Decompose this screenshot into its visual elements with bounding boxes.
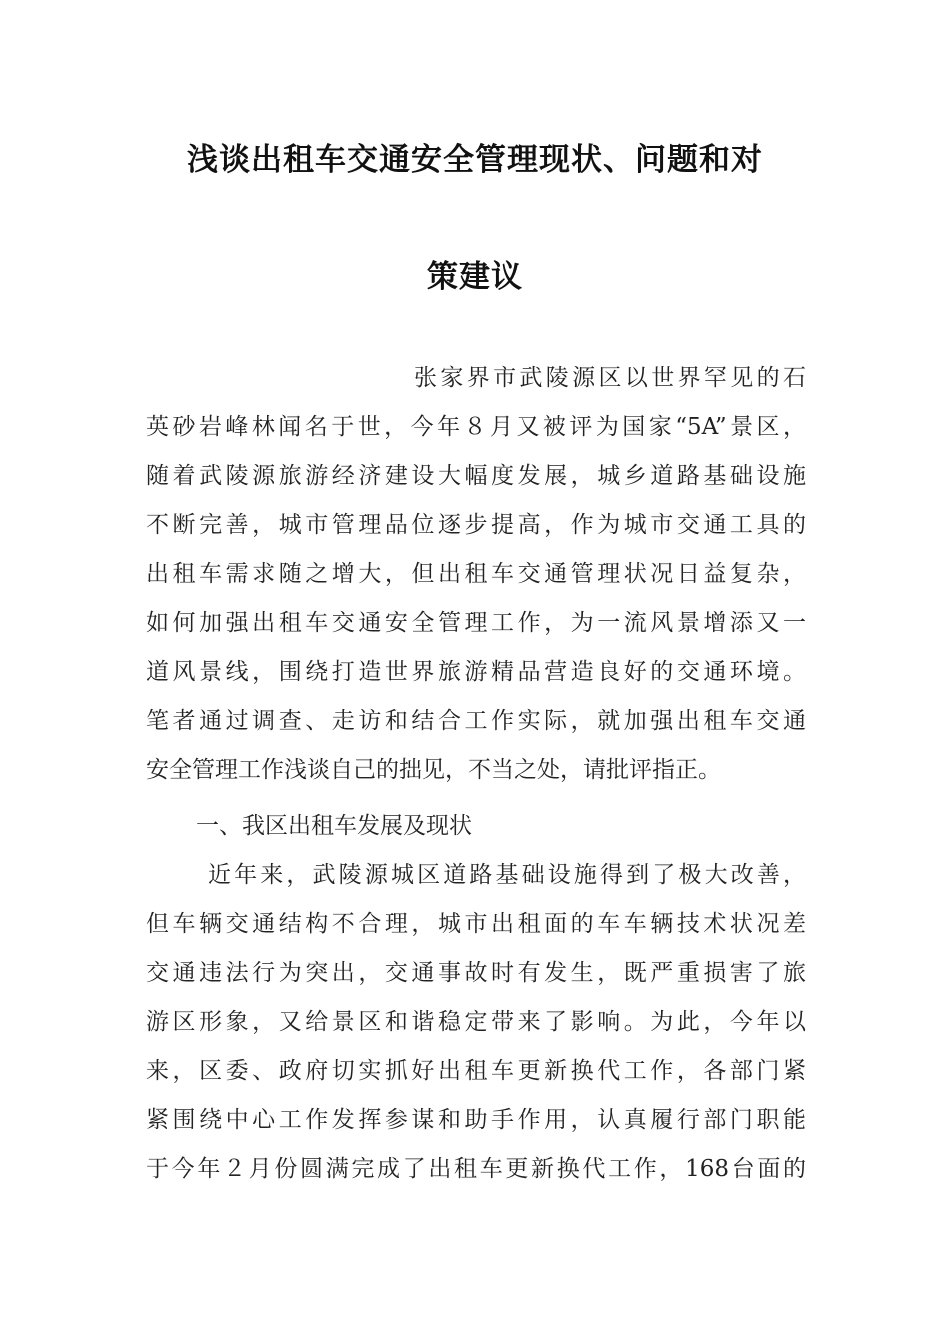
document-title-line-1: 浅谈出租车交通安全管理现状、问题和对 [187, 142, 763, 178]
paragraph-1-line: 张家界市武陵源区以世界罕见的石 [414, 365, 806, 391]
paragraph-1-line: 出租车需求随之增大，但出租车交通管理状况日益复杂， [146, 561, 806, 587]
paragraph-1-line: 不断完善，城市管理品位逐步提高，作为城市交通工具的 [146, 512, 806, 538]
paragraph-2-line: 但车辆交通结构不合理，城市出租面的车车辆技术状况差 [146, 911, 806, 937]
paragraph-2-line: 近年来，武陵源城区道路基础设施得到了极大改善， [208, 862, 806, 888]
paragraph-2-line: 来，区委、政府切实抓好出租车更新换代工作，各部门紧 [146, 1058, 806, 1084]
document-title-line-2: 策建议 [427, 259, 523, 295]
paragraph-1-line: 笔者通过调查、走访和结合工作实际，就加强出租车交通 [146, 708, 806, 734]
paragraph-1-line: 如何加强出租车交通安全管理工作，为一流风景增添又一 [146, 610, 806, 636]
paragraph-1-line: 随着武陵源旅游经济建设大幅度发展，城乡道路基础设施 [146, 463, 806, 489]
paragraph-2-line: 紧围绕中心工作发挥参谋和助手作用，认真履行部门职能 [146, 1107, 806, 1133]
paragraph-1-line: 英砂岩峰林闻名于世，今年８月又被评为国家“5A”景区， [146, 414, 806, 440]
paragraph-2-line: 交通违法行为突出，交通事故时有发生，既严重损害了旅 [146, 960, 806, 986]
paragraph-1-line: 道风景线，围绕打造世界旅游精品营造良好的交通环境。 [146, 659, 806, 685]
paragraph-1-line: 安全管理工作浅谈自己的拙见，不当之处，请批评指正。 [146, 757, 721, 783]
section-heading: 一、我区出租车发展及现状 [196, 813, 472, 839]
paragraph-2-line: 游区形象，又给景区和谐稳定带来了影响。为此，今年以 [146, 1009, 806, 1035]
paragraph-2-line: 于今年２月份圆满完成了出租车更新换代工作，168台面的 [146, 1156, 806, 1182]
